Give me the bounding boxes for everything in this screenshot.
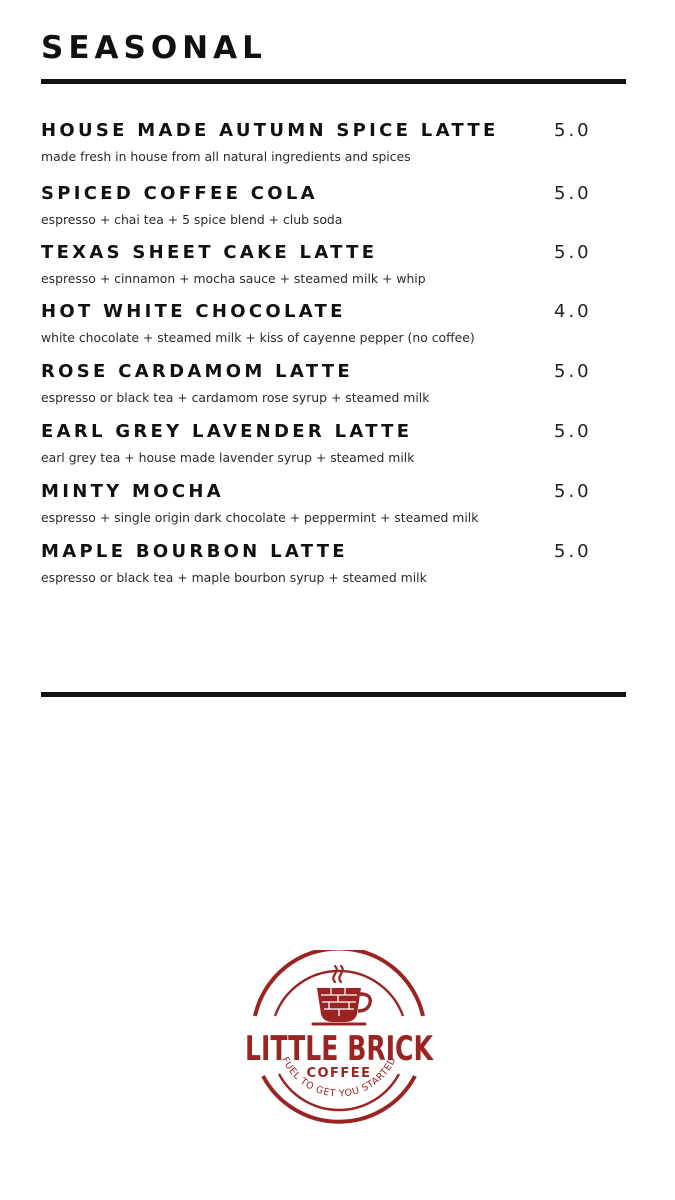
item-name: TEXAS SHEET CAKE LATTE [41,242,378,263]
top-divider [41,79,626,84]
item-description: made fresh in house from all natural ingredients and spices [41,149,411,164]
item-price: 5.0 [554,183,592,204]
item-price: 5.0 [554,541,592,562]
item-price: 5.0 [554,242,592,263]
item-price: 5.0 [554,120,592,141]
item-name: HOUSE MADE AUTUMN SPICE LATTE [41,120,499,141]
menu-item [41,361,601,406]
item-name: ROSE CARDAMOM LATTE [41,361,353,382]
item-price: 4.0 [554,301,592,322]
logo-sub: COFFEE [306,1066,372,1081]
little-brick-coffee-logo [241,950,437,1124]
menu-title: SEASONAL [41,30,267,66]
item-name: HOT WHITE CHOCOLATE [41,301,346,322]
item-description: espresso + chai tea + 5 spice blend + club soda [41,212,343,227]
bottom-divider [41,692,626,697]
item-description: espresso + single origin dark chocolate + peppermint + steamed milk [41,510,479,525]
item-name: MAPLE BOURBON LATTE [41,541,348,562]
item-price: 5.0 [554,361,592,382]
item-description: white chocolate + steamed milk + kiss of cayenne pepper (no coffee) [41,330,475,345]
logo-tagline: FUEL TO GET YOU STARTED [279,1055,399,1100]
item-name: EARL GREY LAVENDER LATTE [41,421,413,442]
menu-item [41,481,601,526]
item-name: MINTY MOCHA [41,481,224,502]
item-description: espresso + cinnamon + mocha sauce + steamed milk + whip [41,271,426,286]
menu-item [41,242,601,287]
item-description: espresso or black tea + maple bourbon syrup + steamed milk [41,570,427,585]
item-description: espresso or black tea + cardamom rose syrup + steamed milk [41,390,430,405]
menu-item [41,301,601,346]
menu-item [41,120,601,165]
menu-item [41,183,601,228]
logo-name: LITTLE BRICK [245,1029,435,1069]
item-price: 5.0 [554,421,592,442]
item-price: 5.0 [554,481,592,502]
item-name: SPICED COFFEE COLA [41,183,318,204]
menu-item [41,421,601,466]
item-description: earl grey tea + house made lavender syrup + steamed milk [41,450,415,465]
menu-item [41,541,601,586]
